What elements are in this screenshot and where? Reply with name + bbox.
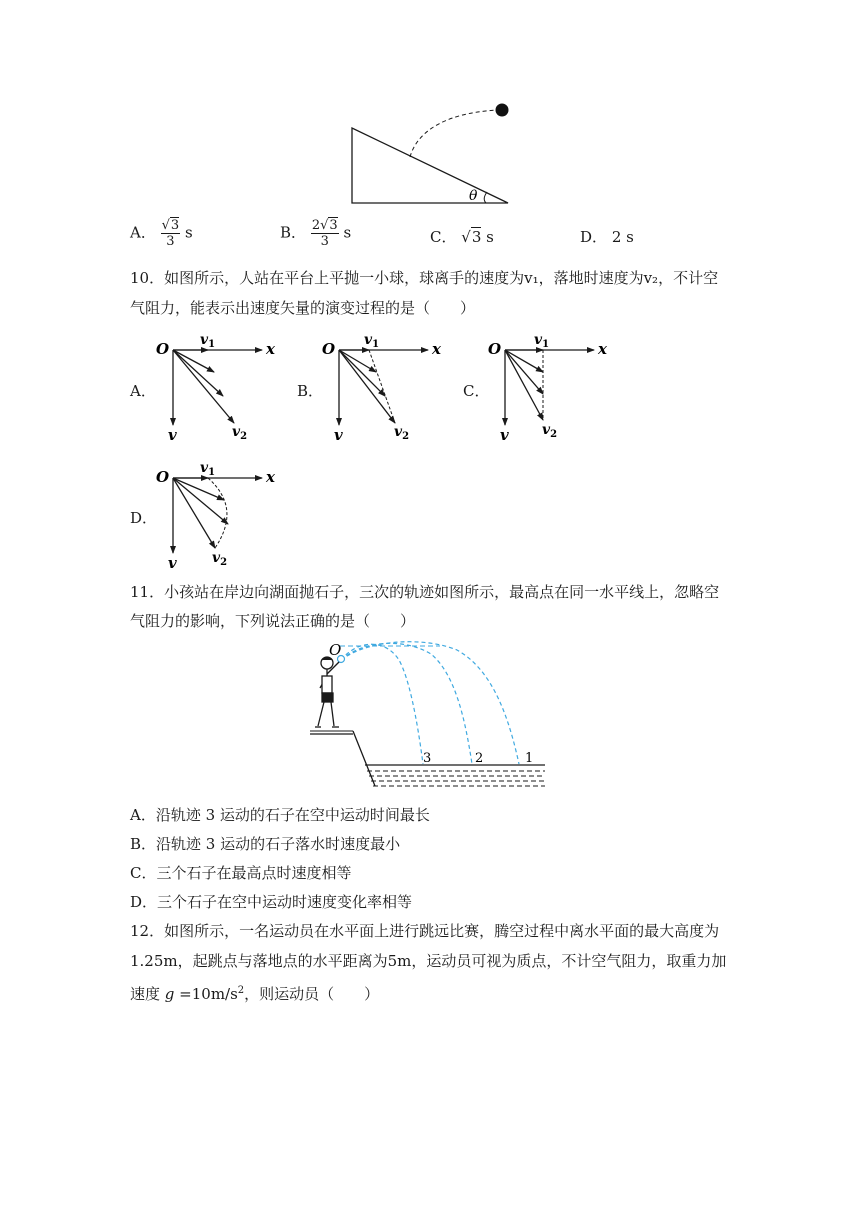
v2-label: $v_2$	[232, 424, 248, 442]
svg-text:O: O	[322, 340, 336, 358]
q11-option-b[interactable]: B．沿轨迹 3 运动的石子落水时速度最小	[130, 835, 401, 853]
option-label: C．	[430, 228, 457, 246]
vector-diagram-a	[152, 330, 277, 445]
x-axis-label: x	[266, 340, 275, 358]
svg-text:v: v	[168, 554, 177, 572]
option-label: A．	[130, 223, 156, 242]
q9-option-c[interactable]: C． √3 s	[430, 228, 494, 246]
child-figure	[315, 657, 339, 727]
fraction: $\frac{√3}{3}$	[161, 218, 180, 249]
vector-diagram-c	[484, 330, 609, 445]
incline-figure	[340, 95, 520, 210]
q9-option-a[interactable]: A． $\frac{√3}{3}$ s	[130, 218, 193, 249]
svg-text:v1: $v_1$	[364, 332, 380, 350]
q12-line-1: 12．如图所示，一名运动员在水平面上进行跳远比赛，腾空过程中离水平面的最大高度为	[130, 922, 720, 940]
option-label: B．	[280, 223, 307, 242]
svg-text:x: x	[266, 468, 275, 486]
svg-text:v2: $v_2$	[394, 424, 410, 442]
q12-line-3: 速度 $g =10m/s^2$，则运动员（ ）	[130, 985, 380, 1003]
ball-trajectory	[410, 110, 498, 157]
svg-text:O: O	[156, 468, 170, 486]
fraction: $\frac{2√3}{3}$	[311, 218, 338, 249]
svg-text:v2: $v_2$	[542, 422, 558, 440]
vector-diagram-d	[152, 458, 277, 573]
trajectory-1-label: 1	[525, 751, 534, 766]
svg-text:v: v	[334, 426, 343, 444]
q10-option-a-label[interactable]: A．	[130, 382, 156, 400]
q9-option-b[interactable]: B． $\frac{2√3}{3}$ s	[280, 218, 352, 249]
q10-line-1: 10．如图所示，人站在平台上平抛一小球，球离手的速度为v₁，落地时速度为v₂，不计空	[130, 269, 719, 287]
cliff-face	[353, 731, 375, 786]
trajectory-2-label: 2	[475, 751, 484, 766]
theta-label: θ	[469, 188, 478, 204]
q11-line-2: 气阻力的影响，下列说法正确的是（ ）	[130, 612, 416, 630]
stone-throw-figure	[305, 638, 555, 793]
svg-text:x: x	[598, 340, 607, 358]
q10-option-d-label[interactable]: D．	[130, 509, 158, 527]
svg-text:v1: $v_1$	[200, 460, 216, 478]
origin-label: O	[156, 340, 170, 358]
q10-option-b-label[interactable]: B．	[297, 382, 324, 400]
option-label: D．	[580, 228, 608, 246]
incline-triangle	[352, 128, 508, 203]
q10-line-2: 气阻力，能表示出速度矢量的演变过程的是（ ）	[130, 299, 476, 317]
v-axis-label: v	[168, 426, 177, 444]
q11-option-a[interactable]: A．沿轨迹 3 运动的石子在空中运动时间最长	[130, 806, 430, 824]
q11-option-d[interactable]: D．三个石子在空中运动时速度变化率相等	[130, 893, 413, 911]
trajectory-3	[341, 644, 423, 764]
trajectory-2	[341, 643, 472, 764]
trajectory-3-label: 3	[423, 751, 432, 766]
q11-option-c[interactable]: C．三个石子在最高点时速度相等	[130, 864, 352, 882]
trajectory-1	[341, 642, 519, 764]
angle-arc	[484, 192, 487, 203]
ball	[496, 104, 509, 117]
q10-option-c-label[interactable]: C．	[463, 382, 490, 400]
origin-o-label: O	[329, 641, 342, 659]
svg-text:x: x	[432, 340, 441, 358]
svg-text:v1: $v_1$	[534, 332, 550, 350]
svg-text:O: O	[488, 340, 502, 358]
svg-text:v: v	[500, 426, 509, 444]
q11-line-1: 11．小孩站在岸边向湖面抛石子，三次的轨迹如图所示，最高点在同一水平线上，忽略空	[130, 583, 720, 601]
vector-diagram-b	[318, 330, 443, 445]
q12-line-2: 1.25m，起跳点与落地点的水平距离为5m，运动员可视为质点，不计空气阻力，取重力加	[130, 952, 727, 970]
v1-label: $v_1$	[200, 332, 216, 350]
svg-text:v2: $v_2$	[212, 550, 228, 568]
q9-option-d[interactable]: D． 2 s	[580, 228, 634, 246]
